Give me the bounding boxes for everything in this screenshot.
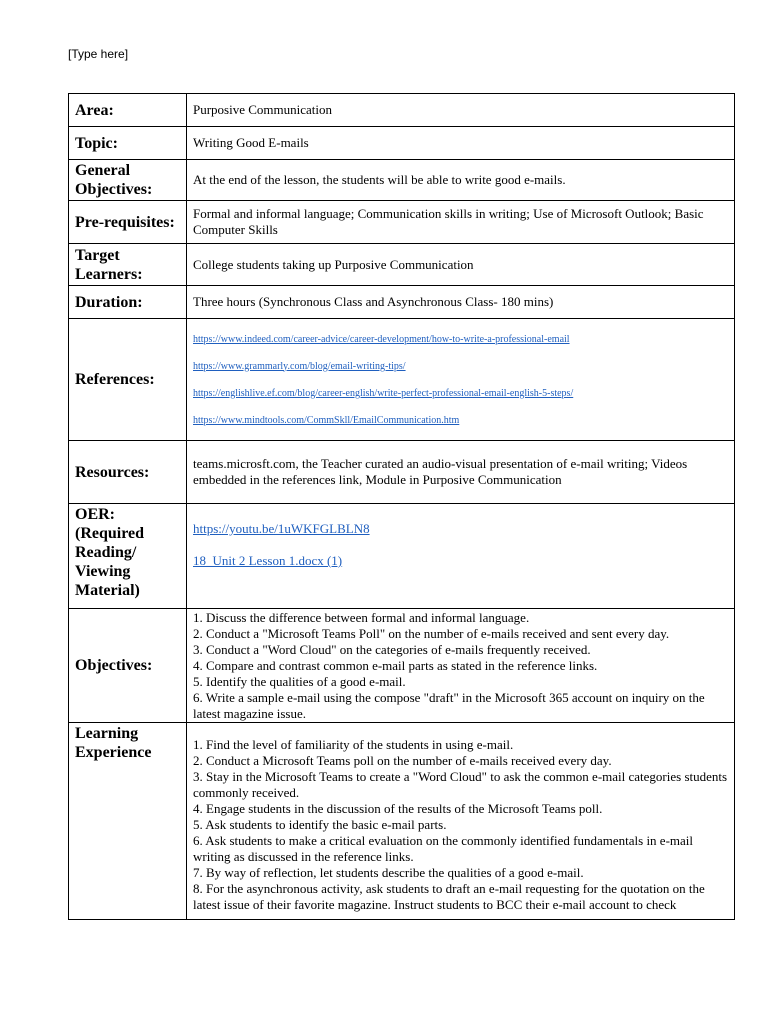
row-oer: [69, 504, 735, 609]
objectives-label: Objectives:: [69, 609, 187, 723]
learning-item: 6. Ask students to make a critical evaluation on the commonly identified fundamentals in e-mail writing as discussed in the reference links.: [193, 833, 694, 864]
duration-label: Duration:: [69, 286, 187, 319]
prerequisites-value: Formal and informal language; Communication skills in writing; Use of Microsoft Outlook; Basic Computer Skills: [187, 201, 735, 244]
reference-link-mindtools[interactable]: https://www.mindtools.com/CommSkll/EmailCommunication.htm: [193, 414, 460, 426]
learning-item: 5. Ask students to identify the basic e-mail parts.: [193, 817, 447, 832]
reference-link-grammarly[interactable]: https://www.grammarly.com/blog/email-writing-tips/: [193, 360, 406, 372]
oer-youtube-link[interactable]: https://youtu.be/1uWKFGLBLN8: [193, 521, 370, 536]
references-links: [187, 319, 735, 441]
resources-label: Resources:: [69, 441, 187, 504]
row-target-learners: [69, 244, 735, 286]
prerequisites-label: Pre-requisites:: [69, 201, 187, 244]
learning-experience-list: [187, 723, 735, 920]
learning-item: 7. By way of reflection, let students describe the qualities of a good e-mail.: [193, 865, 584, 880]
learning-item: 8. For the asynchronous activity, ask students to draft an e-mail requesting for the quotation on the latest issue of their favorite magazine. Instruct students to BCC their e-mail account to check: [193, 881, 705, 912]
row-objectives: [69, 609, 735, 723]
row-topic: [69, 127, 735, 160]
row-learning-experience: [69, 723, 735, 920]
objective-item: 4. Compare and contrast common e-mail parts as stated in the reference links.: [193, 657, 598, 673]
objective-item: 2. Conduct a "Microsoft Teams Poll" on the number of e-mails received and sent every day.: [193, 625, 670, 641]
reference-link-englishlive[interactable]: https://englishlive.ef.com/blog/career-english/write-perfect-professional-email-english-5-steps/: [193, 387, 574, 399]
area-value: Purposive Communication: [187, 94, 735, 127]
target-learners-label: Target Learners:: [69, 244, 187, 286]
objective-item: 3. Conduct a "Word Cloud" on the categories of e-mails frequently received.: [193, 641, 591, 657]
objectives-list: [187, 609, 735, 723]
oer-label: OER: (Required Reading/ Viewing Material): [69, 504, 187, 609]
learning-item: 1. Find the level of familiarity of the students in using e-mail.: [193, 737, 514, 752]
area-label: Area:: [69, 94, 187, 127]
learning-item: 4. Engage students in the discussion of the results of the Microsoft Teams poll.: [193, 801, 603, 816]
duration-value: Three hours (Synchronous Class and Asynchronous Class- 180 mins): [187, 286, 735, 319]
row-general-objectives: [69, 160, 735, 201]
learning-experience-label: Learning Experience: [69, 723, 187, 920]
oer-links: [187, 504, 735, 609]
resources-value: teams.microsft.com, the Teacher curated an audio-visual presentation of e-mail writing; Videos embedded in the references link, Module in Purposive Communication: [187, 441, 735, 504]
topic-value: Writing Good E-mails: [187, 127, 735, 160]
row-area: [69, 94, 735, 127]
learning-item: 2. Conduct a Microsoft Teams poll on the number of e-mails received every day.: [193, 753, 612, 768]
oer-docx-link[interactable]: 18_Unit 2 Lesson 1.docx (1): [193, 553, 343, 568]
general-objectives-value: At the end of the lesson, the students will be able to write good e-mails.: [187, 160, 735, 201]
header-placeholder: [Type here]: [68, 47, 129, 61]
row-references: [69, 319, 735, 441]
objective-item: 1. Discuss the difference between formal and informal language.: [193, 609, 530, 625]
row-duration: [69, 286, 735, 319]
reference-link-indeed[interactable]: https://www.indeed.com/career-advice/career-development/how-to-write-a-professional-email: [193, 333, 570, 345]
references-label: References:: [69, 319, 187, 441]
row-resources: [69, 441, 735, 504]
row-prerequisites: [69, 201, 735, 244]
target-learners-value: College students taking up Purposive Communication: [187, 244, 735, 286]
general-objectives-label: General Objectives:: [69, 160, 187, 201]
lesson-plan-table: [68, 93, 735, 920]
objective-item: 5. Identify the qualities of a good e-mail.: [193, 673, 406, 689]
topic-label: Topic:: [69, 127, 187, 160]
learning-item: 3. Stay in the Microsoft Teams to create a "Word Cloud" to ask the common e-mail categories students commonly received.: [193, 769, 728, 800]
objective-item: 6. Write a sample e-mail using the compose "draft" in the Microsoft 365 account on inquiry on the latest magazine issue.: [193, 689, 705, 721]
